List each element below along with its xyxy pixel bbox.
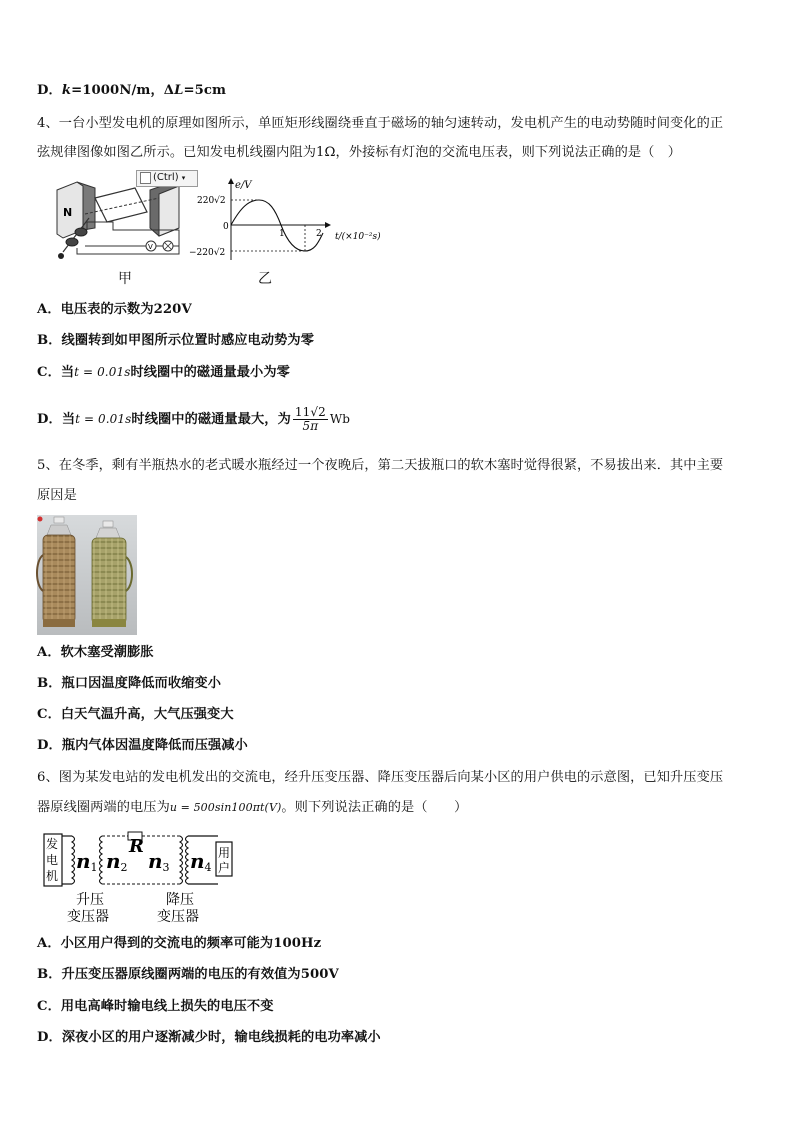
y-tick-zero: 0 <box>223 222 229 232</box>
step-down-line1: 降压 <box>166 892 194 908</box>
q4-stem-line1: 4、一台小型发电机的原理如图所示，单匝矩形线圈绕垂直于磁场的轴匀速转动，发电机产生的电动势随时间变化的正 <box>37 116 724 131</box>
generator-char-3: 机 <box>46 869 59 883</box>
figure-caption-yi: 乙 <box>258 271 272 287</box>
clipboard-icon <box>140 172 151 184</box>
q5-thermos-photo <box>37 515 137 635</box>
n1-label: n1 <box>76 849 98 874</box>
q6-option-c: C．用电高峰时输电线上损失的电压不变 <box>37 999 274 1014</box>
n2-label: n2 <box>106 849 128 874</box>
q5-option-a: A．软木塞受潮膨胀 <box>37 645 154 660</box>
q4-option-d: D．当t = 0.01s时线圈中的磁通量最大，为 $\frac{11√2}{5\pi}$ Wb <box>37 405 351 433</box>
q5-option-d: D．瓶内气体因温度降低而压强减小 <box>37 738 248 753</box>
x-tick-1: 1 <box>279 229 285 239</box>
y-tick-positive: 220√2 <box>197 196 226 206</box>
user-char-1: 用 <box>218 846 231 860</box>
q5-stem-line1: 5、在冬季，剩有半瓶热水的老式暖水瓶经过一个夜晚后，第二天拔瓶口的软木塞时觉得很紧，不易拔出来．其中主要 <box>37 458 724 473</box>
q5-option-b: B．瓶口因温度降低而收缩变小 <box>37 676 221 691</box>
q6-transmission-diagram <box>40 828 240 928</box>
q3-option-d: D．k=1000N/m，ΔL=5cm <box>37 83 227 98</box>
n4-label: n4 <box>190 849 212 874</box>
flux-fraction: $\frac{11√2}{5\pi}$ <box>294 405 326 433</box>
step-down-line2: 变压器 <box>157 909 199 925</box>
paste-options-badge[interactable]: (Ctrl) ▾ <box>136 170 198 187</box>
x-axis-label: t/(×10⁻²s) <box>335 232 381 242</box>
n3-label: n3 <box>148 849 170 874</box>
figure-caption-jia: 甲 <box>118 271 132 287</box>
y-tick-negative: −220√2 <box>189 248 226 258</box>
generator-char-2: 电 <box>46 853 59 867</box>
resistor-label: R <box>129 836 144 857</box>
q4-option-a: A．电压表的示数为220V <box>37 302 192 317</box>
q5-stem-line2: 原因是 <box>37 488 77 503</box>
q5-option-c: C．白天气温升高，大气压强变大 <box>37 707 234 722</box>
q4-emf-waveform <box>189 175 400 265</box>
q6-option-b: B．升压变压器原线圈两端的电压的有效值为500V <box>37 967 339 982</box>
voltmeter-label: V <box>148 243 153 251</box>
step-up-line2: 变压器 <box>67 909 109 925</box>
q6-stem-line1: 6、图为某发电站的发电机发出的交流电，经升压变压器、降压变压器后向某小区的用户供电的示意图，已知升压变压 <box>37 770 724 785</box>
q6-option-a: A．小区用户得到的交流电的频率可能为100Hz <box>37 936 322 951</box>
step-up-line1: 升压 <box>76 892 104 908</box>
magnet-n-label: N <box>63 206 73 219</box>
generator-char-1: 发 <box>46 837 59 851</box>
x-tick-2: 2 <box>316 229 322 239</box>
q4-stem-line2: 弦规律图像如图乙所示。已知发电机线圈内阻为1Ω，外接标有灯泡的交流电压表，则下列说法正确的是（ ） <box>37 145 682 160</box>
q4-option-b: B．线圈转到如甲图所示位置时感应电动势为零 <box>37 333 314 348</box>
user-char-2: 户 <box>218 861 231 875</box>
q4-option-c: C．当t = 0.01s时线圈中的磁通量最小为零 <box>37 365 290 380</box>
dropdown-arrow-icon: ▾ <box>181 174 186 182</box>
y-axis-label: e/V <box>235 180 252 191</box>
q6-option-d: D．深夜小区的用户逐渐减少时，输电线损耗的电功率减小 <box>37 1030 381 1045</box>
q6-stem-line2: 器原线圈两端的电压为u = 500sin100πt(V)。则下列说法正确的是（ ） <box>37 800 468 815</box>
